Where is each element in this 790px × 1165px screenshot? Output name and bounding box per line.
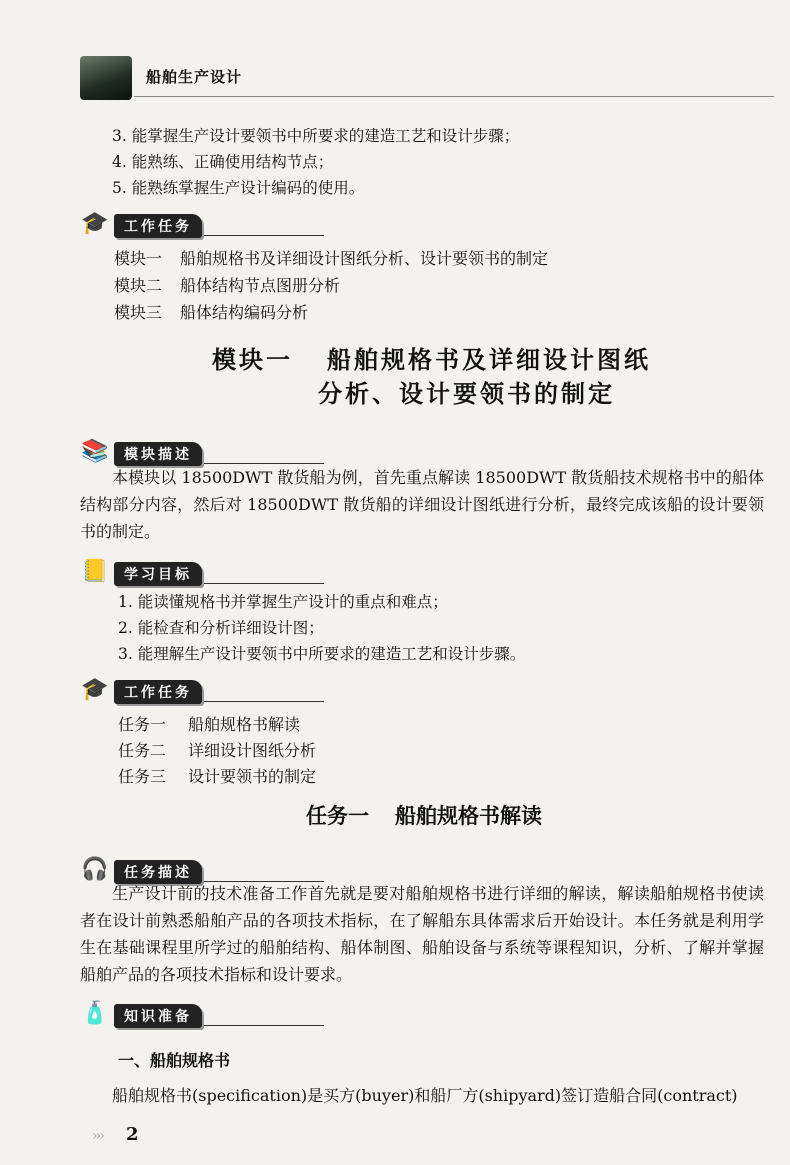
knowledge-heading bbox=[80, 998, 324, 1028]
section-heading: 一、船舶规格书 bbox=[118, 1053, 231, 1070]
task-title-text: 船舶规格书解读 bbox=[395, 805, 542, 828]
badge-label: 工作任务 bbox=[114, 214, 202, 238]
badge-label: 学习目标 bbox=[114, 562, 202, 586]
task-text: 设计要领书的制定 bbox=[188, 767, 317, 786]
badge-label: 模块描述 bbox=[114, 442, 202, 466]
module-desc-heading bbox=[80, 436, 324, 466]
ship-photo-icon bbox=[80, 56, 132, 100]
running-header-title: 船舶生产设计 bbox=[146, 69, 243, 86]
task-number: 任务二 bbox=[118, 741, 167, 760]
paragraph: 船舶规格书(specification)是买方(buyer)和船厂方(shipyard)签订造船合同(contract) bbox=[112, 1086, 738, 1105]
badge-label: 任务描述 bbox=[114, 860, 202, 884]
module-number: 模块三 bbox=[114, 303, 163, 322]
page-arrows-icon: ››› bbox=[92, 1128, 103, 1144]
module-title-label: 模块一 bbox=[212, 345, 293, 374]
list-item: 4. 能熟练、正确使用结构节点； bbox=[112, 153, 334, 171]
badge-rule bbox=[204, 701, 324, 702]
badge-label: 工作任务 bbox=[114, 680, 202, 704]
module-number: 模块一 bbox=[114, 249, 163, 268]
tasks-heading bbox=[80, 674, 324, 704]
task-item bbox=[118, 764, 316, 787]
module-description: 本模块以 18500DWT 散货船为例，首先重点解读 18500DWT 散货船技术规格书中的船体结构部分内容，然后对 18500DWT 散货船的详细设计图纸进行分析，最终完成该船的设计要领书的制定。 bbox=[80, 468, 764, 541]
badge-rule bbox=[204, 235, 324, 236]
badge-rule bbox=[204, 583, 324, 584]
learning-goals-heading bbox=[80, 556, 324, 586]
module-number: 模块二 bbox=[114, 276, 163, 295]
module-title-line1 bbox=[212, 340, 651, 375]
task-text: 详细设计图纸分析 bbox=[188, 741, 317, 760]
module-item bbox=[114, 246, 548, 269]
badge-label: 知识准备 bbox=[114, 1004, 202, 1028]
graduation-cap-icon: 🎓 bbox=[81, 676, 109, 702]
task-item bbox=[118, 712, 300, 735]
goal-item: 2. 能检查和分析详细设计图； bbox=[118, 619, 324, 637]
page-number: 2 bbox=[126, 1124, 139, 1145]
module-item bbox=[114, 273, 340, 296]
header-rule bbox=[134, 96, 774, 97]
graduation-cap-icon: 🎓 bbox=[81, 210, 109, 236]
task-text: 船舶规格书解读 bbox=[188, 715, 301, 734]
books-icon: 📚 bbox=[81, 438, 109, 464]
task-description: 生产设计前的技术准备工作首先就是要对船舶规格书进行详细的解读，解读船舶规格书使读者在设计前熟悉船舶产品的各项技术指标，在了解船东具体需求后开始设计。本任务就是利用学生在基础课程里所学过的船舶结构、船体制图、船舶设备与系统等课程知识，分析、了解并掌握船舶产品的各项技术指标和设计要求。 bbox=[80, 884, 764, 984]
module-text: 船体结构节点图册分析 bbox=[180, 276, 341, 295]
work-tasks-heading bbox=[80, 208, 324, 238]
badge-rule bbox=[204, 1025, 324, 1026]
goal-item: 3. 能理解生产设计要领书中所要求的建造工艺和设计步骤。 bbox=[118, 645, 526, 663]
task-item bbox=[118, 738, 316, 761]
task-number: 任务三 bbox=[118, 767, 167, 786]
list-item: 3. 能掌握生产设计要领书中所要求的建造工艺和设计步骤； bbox=[112, 127, 520, 145]
task-title bbox=[306, 800, 542, 830]
module-text: 船体结构编码分析 bbox=[180, 303, 309, 322]
module-title-text: 船舶规格书及详细设计图纸 bbox=[327, 345, 651, 374]
headphones-icon: 🎧 bbox=[81, 856, 109, 882]
notebook-icon: 📒 bbox=[81, 558, 109, 584]
goal-item: 1. 能读懂规格书并掌握生产设计的重点和难点； bbox=[118, 593, 448, 611]
list-item: 5. 能熟练掌握生产设计编码的使用。 bbox=[112, 179, 365, 197]
module-item bbox=[114, 300, 308, 323]
ink-pot-icon: 🧴 bbox=[81, 1000, 109, 1026]
task-number: 任务一 bbox=[118, 715, 167, 734]
task-title-label: 任务一 bbox=[306, 805, 369, 828]
module-title-line2: 分析、设计要领书的制定 bbox=[318, 379, 615, 408]
module-text: 船舶规格书及详细设计图纸分析、设计要领书的制定 bbox=[180, 249, 549, 268]
